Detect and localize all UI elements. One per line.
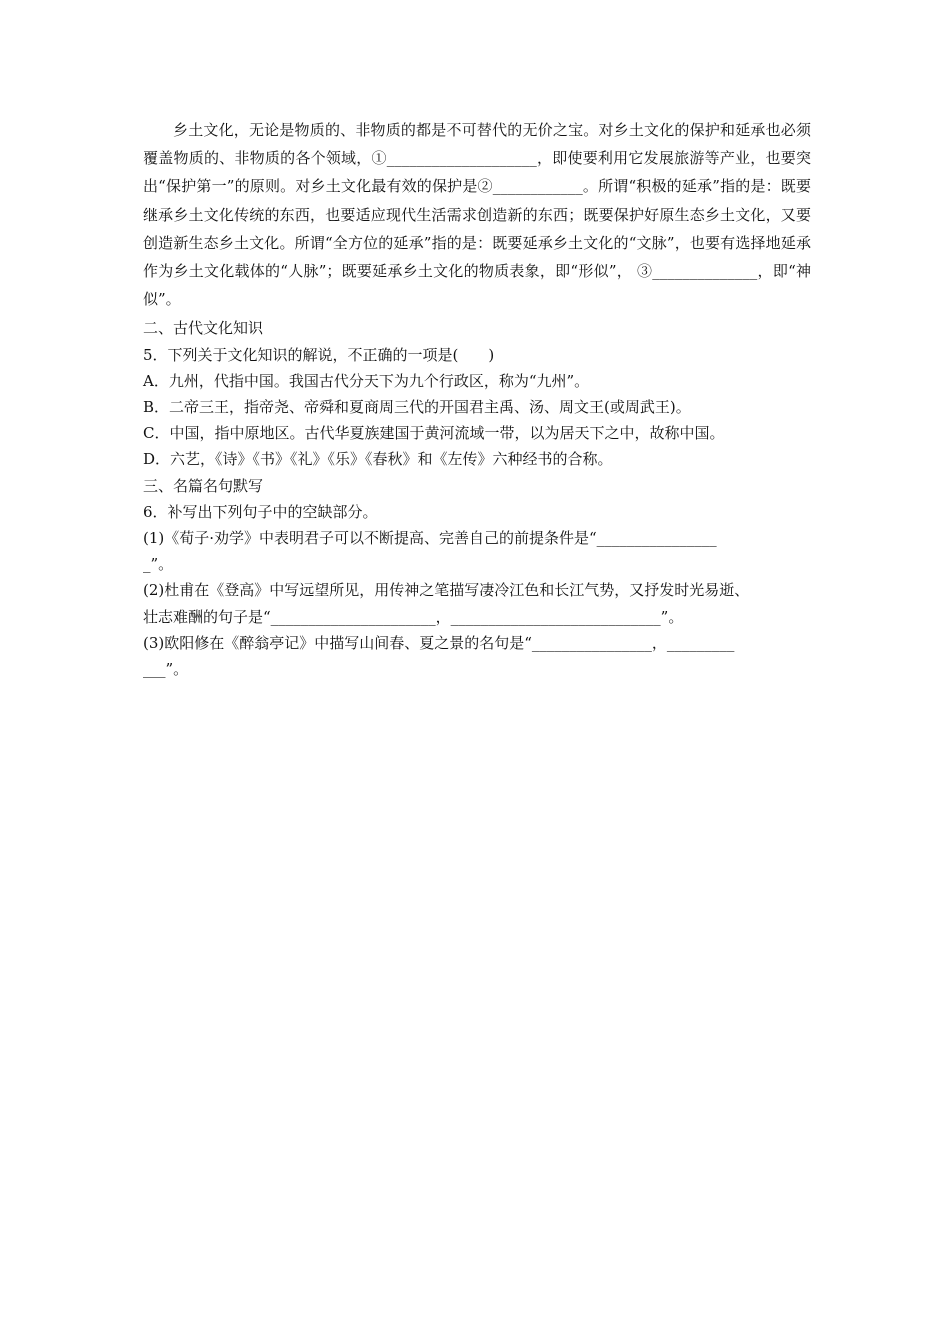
fill-item-1-line2: _”。 bbox=[143, 555, 174, 574]
fill-item-2-line1: (2)杜甫在《登高》中写远望所见，用传神之笔描写凄冷江色和长江气势，又抒发时光易逝、 bbox=[143, 581, 750, 600]
document-page bbox=[143, 116, 811, 682]
fill-item-1-line1: (1)《荀子·劝学》中表明君子可以不断提高、完善自己的前提条件是“________________ bbox=[143, 529, 717, 548]
option-d: D．六艺，《诗》《书》《礼》《乐》《春秋》和《左传》六种经书的合称。 bbox=[143, 450, 613, 469]
passage-paragraph: 乡土文化，无论是物质的、非物质的都是不可替代的无价之宝。对乡土文化的保护和延承也必须覆盖物质的、非物质的各个领域，①____________________，即使要利用它发展旅游等产业，也要突出“保护第一”的原则。对乡土文化最有效的保护是②____________。所谓“积极的延承”指的是：既要继承乡土文化传统的东西，也要适应现代生活需求创造新的东西；既要保护好原生态乡土文化，又要创造新生态乡土文化。所谓“全方位的延承”指的是：既要延承乡土文化的“文脉”，也要有选择地延承作为乡土文化载体的“人脉”；既要延承乡土文化的物质表象，即“形似”， ③______________，即“神似”。 bbox=[143, 121, 811, 309]
fill-item-3-line1: (3)欧阳修在《醉翁亭记》中描写山间春、夏之景的名句是“________________，_________ bbox=[143, 633, 735, 652]
fill-item-2-line2: 壮志难酬的句子是“______________________，____________________________”。 bbox=[143, 607, 684, 626]
question-5-stem: 5．下列关于文化知识的解说，不正确的一项是( ) bbox=[143, 345, 495, 364]
option-c: C．中国，指中原地区。古代华夏族建国于黄河流域一带，以为居天下之中，故称中国。 bbox=[143, 424, 725, 443]
section-heading-culture-knowledge: 二、古代文化知识 bbox=[143, 319, 264, 338]
option-b: B．二帝三王，指帝尧、帝舜和夏商周三代的开国君主禹、汤、周文王(或周武王)。 bbox=[143, 398, 691, 417]
fill-item-3-line2: ___”。 bbox=[143, 660, 189, 679]
option-a: A．九州，代指中国。我国古代分天下为九个行政区，称为“九州”。 bbox=[143, 371, 590, 390]
question-6-stem: 6．补写出下列句子中的空缺部分。 bbox=[143, 502, 378, 521]
section-heading-recitation: 三、名篇名句默写 bbox=[143, 476, 264, 495]
